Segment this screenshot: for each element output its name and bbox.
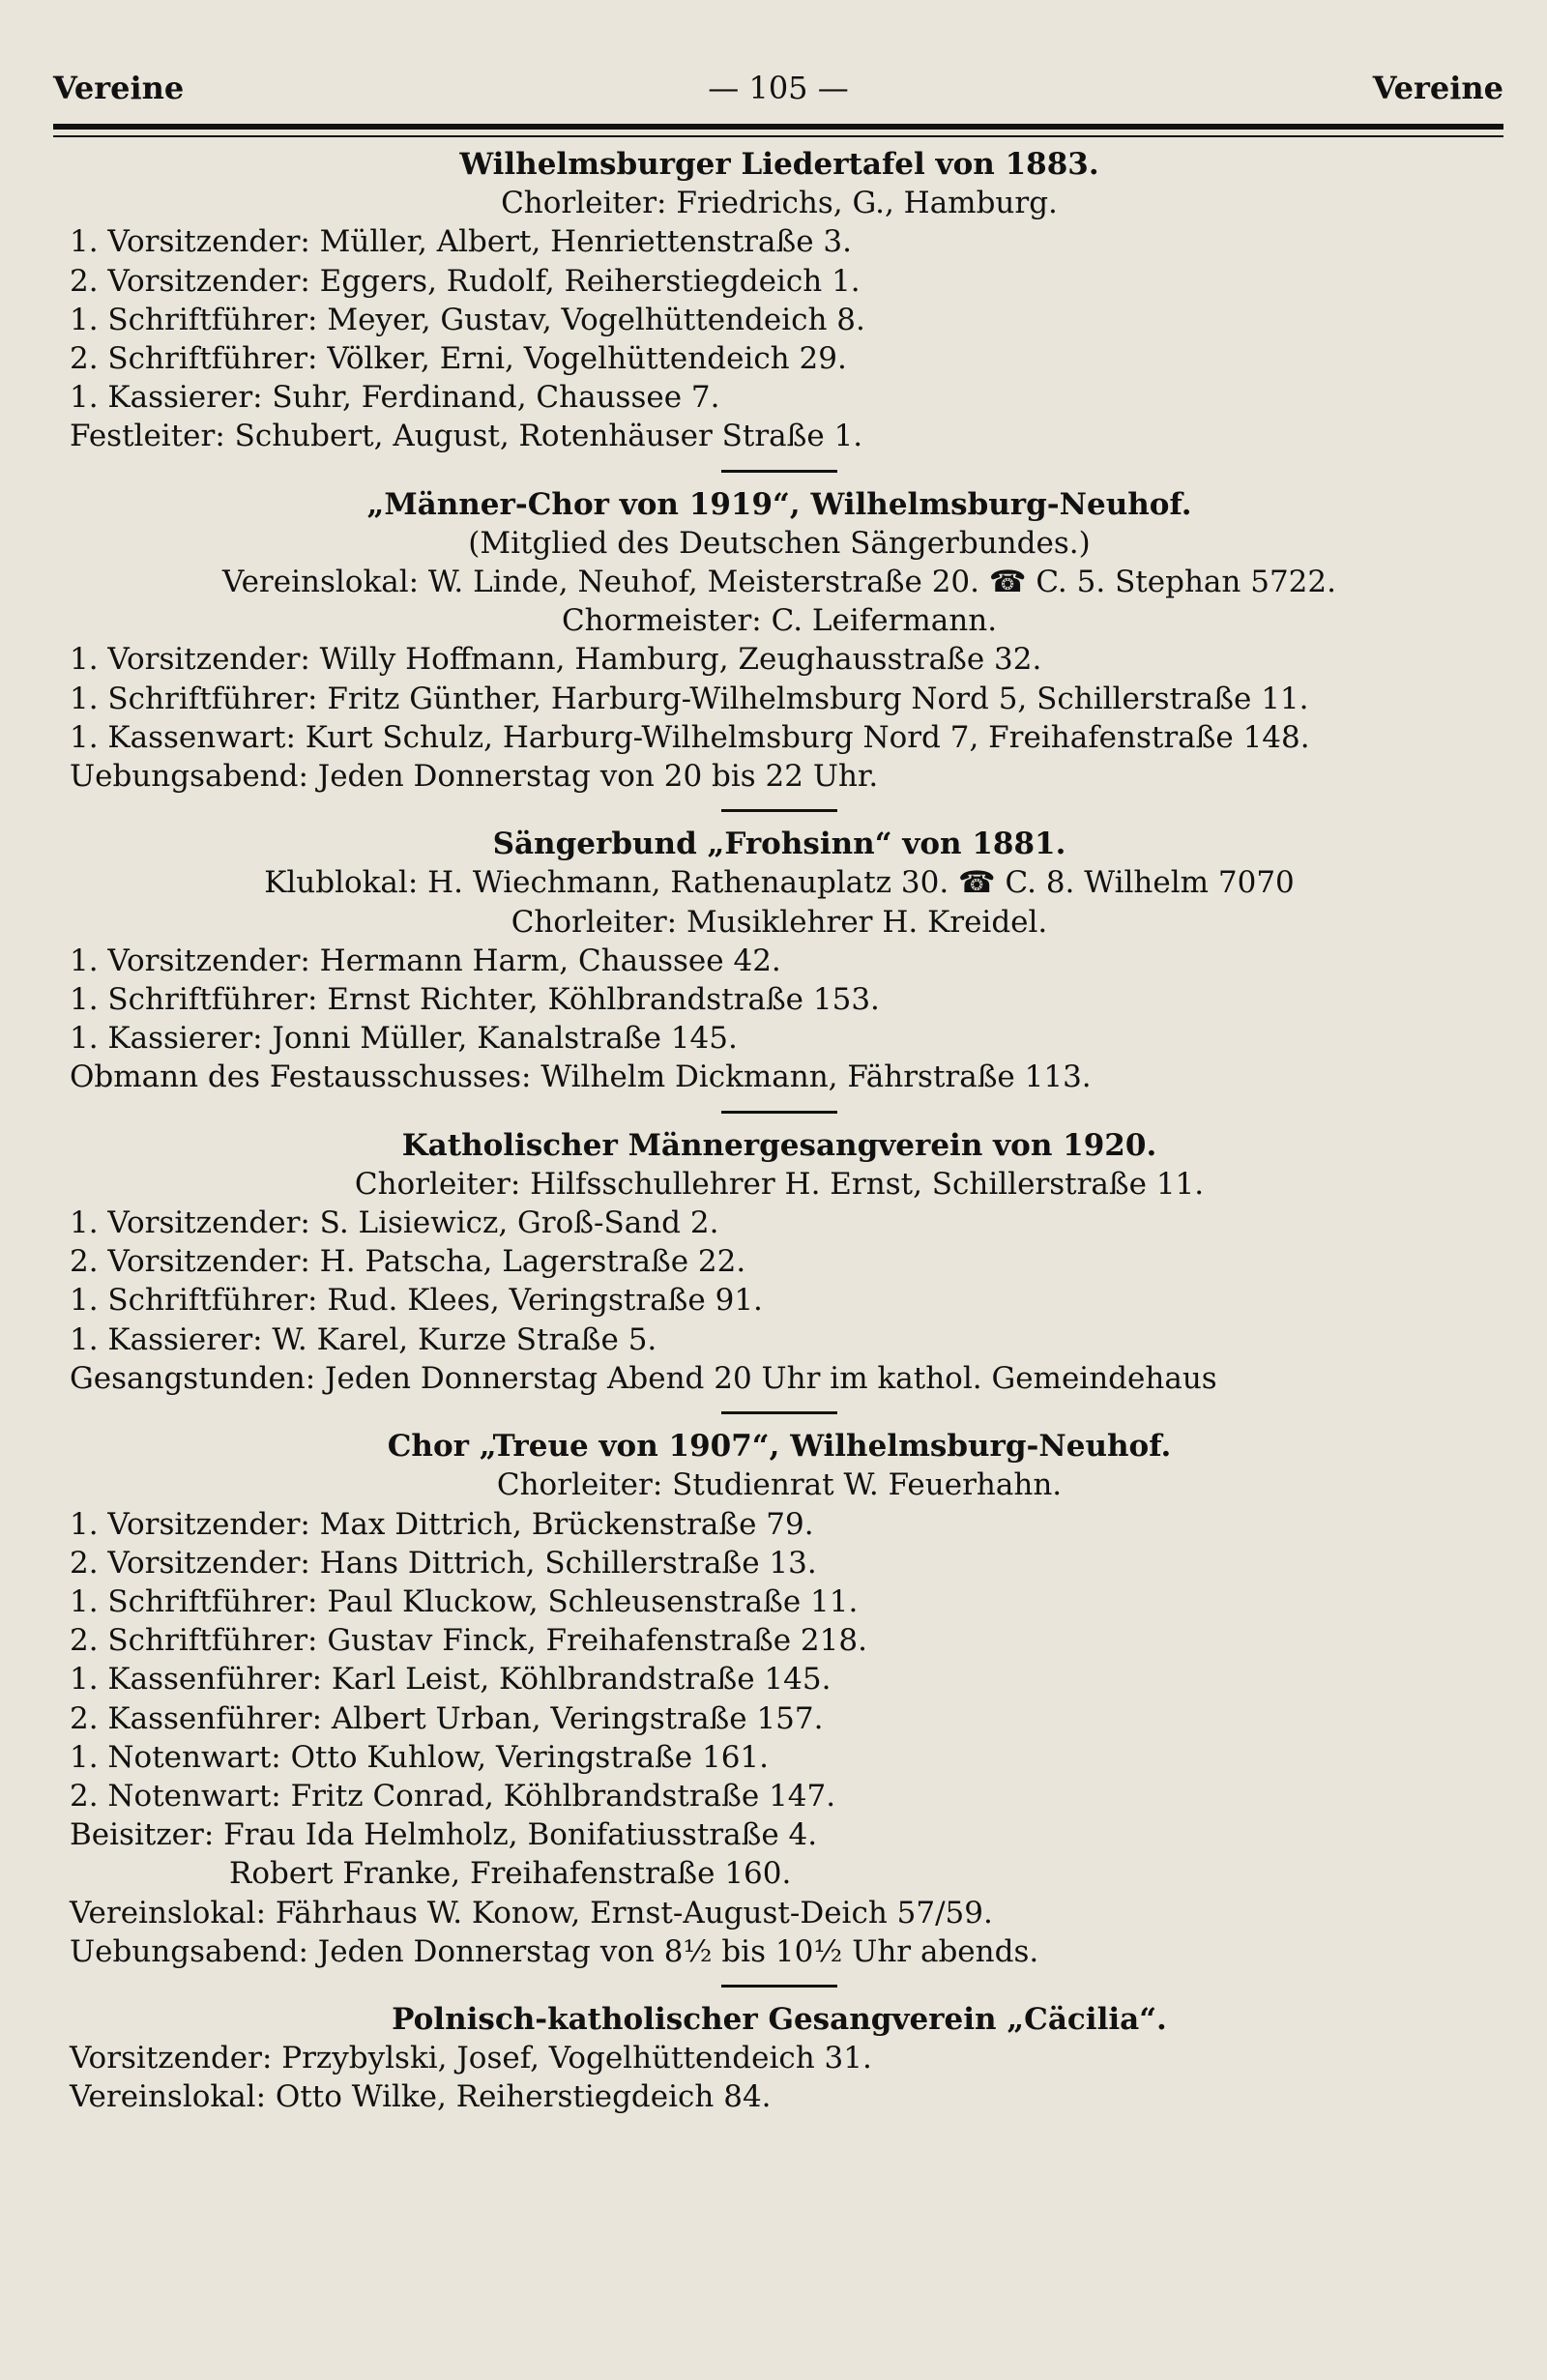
entry-line: 2. Schriftführer: Völker, Erni, Vogelhüttendeich 29. [70,341,847,377]
entry-line: 1. Vorsitzender: S. Lisiewicz, Groß-Sand 2. [70,1205,719,1241]
content [70,145,1489,2117]
entry-line: Vorsitzender: Przybylski, Josef, Vogelhüttendeich 31. [70,2041,872,2076]
centered-line: Klublokal: H. Wiechmann, Rathenauplatz 30. ☎ C. 8. Wilhelm 7070 [264,865,1295,901]
centered-line: Chorleiter: Studienrat W. Feuerhahn. [496,1467,1063,1503]
entry-line: 1. Kassierer: Jonni Müller, Kanalstraße 145. [70,1021,738,1057]
entry-line: 1. Kassenführer: Karl Leist, Köhlbrandstraße 145. [70,1662,832,1698]
entry-line: 2. Kassenführer: Albert Urban, Veringstraße 157. [70,1700,824,1736]
entry-line: 2. Vorsitzender: H. Patscha, Lagerstraße 22. [70,1244,746,1280]
entry-line: Obmann des Festausschusses: Wilhelm Dickmann, Fährstraße 113. [70,1059,1092,1095]
section-title: „Männer-Chor von 1919“, Wilhelmsburg-Neuhof. [366,486,1192,522]
entry-line: Uebungsabend: Jeden Donnerstag von 8½ bis 10½ Uhr abends. [70,1933,1039,1969]
entry-line: 1. Kassierer: W. Karel, Kurze Straße 5. [70,1321,657,1357]
entry-line: 2. Vorsitzender: Eggers, Rudolf, Reiherstiegdeich 1. [70,263,861,299]
centered-line: Chorleiter: Musiklehrer H. Kreidel. [511,904,1048,940]
centered-line: Chorleiter: Hilfsschullehrer H. Ernst, Schillerstraße 11. [354,1166,1205,1202]
entry-line: 2. Notenwart: Fritz Conrad, Köhlbrandstraße 147. [70,1778,836,1814]
section-separator [70,1398,1489,1427]
entry-line: Vereinslokal: Otto Wilke, Reiherstiegdeich 84. [70,2079,772,2115]
entry-line-indented: Robert Franke, Freihafenstraße 160. [229,1856,792,1892]
section-title: Chor „Treue von 1907“, Wilhelmsburg-Neuhof. [387,1429,1172,1465]
running-head [53,70,1503,106]
entry-line: 1. Schriftführer: Meyer, Gustav, Vogelhüttendeich 8. [70,302,865,337]
entry-line: 1. Kassierer: Suhr, Ferdinand, Chaussee 7. [70,380,720,416]
entry-line: 1. Schriftführer: Paul Kluckow, Schleusenstraße 11. [70,1583,859,1619]
section-liedertafel [70,145,1489,456]
entry-line: 2. Vorsitzender: Hans Dittrich, Schillerstraße 13. [70,1545,817,1581]
header-rule-thick [53,124,1503,130]
section-maennerchor-1919 [70,485,1489,797]
entry-line: Gesangstunden: Jeden Donnerstag Abend 20 Uhr im kathol. Gemeindehaus [70,1360,1217,1396]
section-separator [70,1097,1489,1126]
section-separator [70,456,1489,485]
section-title: Wilhelmsburger Liedertafel von 1883. [459,147,1099,182]
centered-line: (Mitglied des Deutschen Sängerbundes.) [468,525,1091,561]
section-caecilia [70,2000,1489,2117]
entry-line: 1. Vorsitzender: Willy Hoffmann, Hamburg, Zeughausstraße 32. [70,642,1042,678]
header-rule-thin [53,135,1503,137]
section-separator [70,1971,1489,2000]
section-katholischer-maennergesangverein [70,1126,1489,1398]
section-saengerbund-frohsinn [70,825,1489,1096]
section-title: Katholischer Männergesangverein von 1920. [401,1127,1157,1163]
entry-line: Vereinslokal: Fährhaus W. Konow, Ernst-August-Deich 57/59. [70,1895,993,1930]
entry-line: 1. Vorsitzender: Hermann Harm, Chaussee 42. [70,943,781,978]
entry-line: Festleiter: Schubert, August, Rotenhäuser Straße 1. [70,419,863,454]
section-title: Polnisch-katholischer Gesangverein „Cäcilia“. [392,2001,1167,2037]
section-chor-treue [70,1427,1489,1971]
running-head-left: Vereine [53,70,185,106]
entry-line: 1. Schriftführer: Fritz Günther, Harburg-Wilhelmsburg Nord 5, Schillerstraße 11. [70,681,1309,716]
entry-line: 1. Notenwart: Otto Kuhlow, Veringstraße 161. [70,1739,770,1775]
entry-line: Beisitzer: Frau Ida Helmholz, Bonifatiusstraße 4. [70,1817,818,1853]
entry-line: 1. Vorsitzender: Max Dittrich, Brückenstraße 79. [70,1506,814,1542]
section-separator [70,796,1489,825]
entry-line: 1. Kassenwart: Kurt Schulz, Harburg-Wilhelmsburg Nord 7, Freihafenstraße 148. [70,719,1310,755]
entry-line: 1. Vorsitzender: Müller, Albert, Henriettenstraße 3. [70,224,852,260]
centered-line: Chorleiter: Friedrichs, G., Hamburg. [501,186,1058,221]
running-head-right: Vereine [1372,70,1503,106]
centered-line: Vereinslokal: W. Linde, Neuhof, Meisterstraße 20. ☎ C. 5. Stephan 5722. [222,565,1336,600]
section-title: Sängerbund „Frohsinn“ von 1881. [492,827,1066,862]
page-number: — 105 — [708,70,849,106]
entry-line: Uebungsabend: Jeden Donnerstag von 20 bis 22 Uhr. [70,759,879,795]
centered-line: Chormeister: C. Leifermann. [561,603,998,639]
entry-line: 2. Schriftführer: Gustav Finck, Freihafenstraße 218. [70,1623,867,1659]
entry-line: 1. Schriftführer: Ernst Richter, Köhlbrandstraße 153. [70,982,880,1018]
entry-line: 1. Schriftführer: Rud. Klees, Veringstraße 91. [70,1283,763,1319]
